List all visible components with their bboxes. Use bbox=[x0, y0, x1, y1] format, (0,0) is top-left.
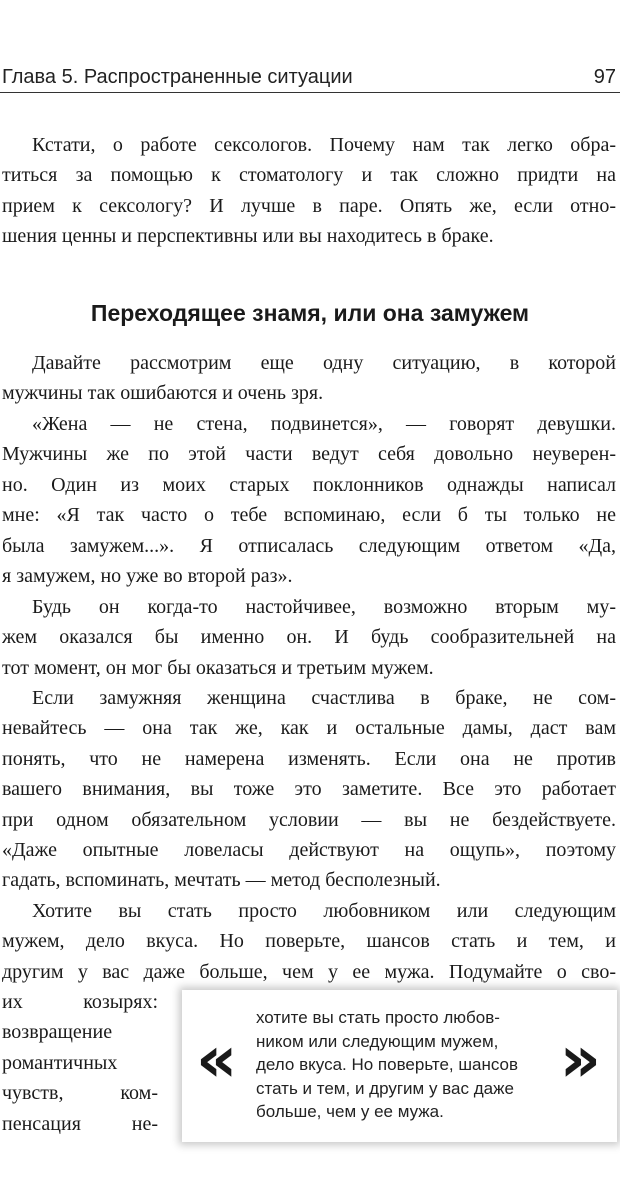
text-line: пенсация не- bbox=[2, 1112, 158, 1135]
text-line: Давайте рассмотрим еще одну ситуацию, в которой bbox=[32, 352, 616, 374]
close-quote-icon: » bbox=[559, 1023, 601, 1097]
quote-line: ником или следующим мужем, bbox=[256, 1031, 499, 1051]
text-line: «Жена — не стена, подвинется», — говорят девушки. bbox=[32, 413, 616, 435]
text-line: невайтесь — она так же, как и остальные дамы, даст вам bbox=[2, 717, 616, 740]
text-line: прием к сексологу? И лучше в паре. Опять же, если отно- bbox=[2, 194, 616, 217]
quote-line: дело вкуса. Но поверьте, шансов bbox=[256, 1055, 519, 1074]
text-line: Если замужняя женщина счастлива в браке, не сом- bbox=[32, 687, 616, 709]
text-line: Мужчины же по этой части ведут себя довольно неуверен- bbox=[2, 443, 616, 466]
chapter-title: Глава 5. Распространенные ситуации bbox=[2, 66, 353, 88]
text-line: но. Один из моих старых поклонников однажды написал bbox=[2, 473, 616, 496]
paragraph-6-wrap-column bbox=[2, 987, 158, 1139]
text-line: мужем, дело вкуса. Но поверьте, шансов стать и тем, и bbox=[2, 930, 616, 953]
header-rule bbox=[0, 92, 620, 93]
text-line: гадать, вспоминать, мечтать — метод бесполезный. bbox=[2, 869, 441, 892]
text-line: Кстати, о работе сексологов. Почему нам так легко обра- bbox=[32, 134, 616, 156]
text-line: Будь он когда-то настойчивее, возможно вторым му- bbox=[32, 596, 616, 618]
paragraph-1 bbox=[2, 130, 616, 252]
paragraph-6 bbox=[2, 896, 616, 987]
text-line: другим у вас даже больше, чем у ее мужа. Подумайте о сво- bbox=[2, 960, 616, 983]
text-line: романтичных bbox=[2, 1051, 118, 1074]
paragraph-4 bbox=[2, 592, 616, 683]
quote-line: хотите вы стать просто любов- bbox=[256, 1008, 500, 1027]
quote-line: больше, чем у ее мужа. bbox=[256, 1102, 444, 1121]
text-line: титься за помощью к стоматологу и так сложно придти на bbox=[2, 164, 616, 187]
text-line: жем оказался бы именно он. И будь сообразительней на bbox=[2, 626, 616, 649]
paragraph-2 bbox=[2, 348, 616, 409]
text-line: при одном обязательном условии — вы не бездействуете. bbox=[2, 808, 616, 831]
text-line: их козырях: bbox=[2, 991, 158, 1013]
quote-line: стать и тем, и другим у вас даже bbox=[256, 1078, 514, 1098]
pull-quote-box bbox=[182, 990, 617, 1142]
pull-quote-text bbox=[256, 1006, 546, 1124]
section-heading: Переходящее знамя, или она замужем bbox=[90, 300, 530, 326]
text-line: я замужем, но уже во второй раз». bbox=[2, 564, 293, 587]
text-line: была замужем...». Я отписалась следующим ответом «Да, bbox=[2, 534, 616, 557]
open-quote-icon: « bbox=[196, 1023, 238, 1097]
text-line: Хотите вы стать просто любовником или следующим bbox=[32, 900, 616, 922]
text-line: шения ценны и перспективны или вы находитесь в браке. bbox=[2, 225, 494, 248]
page-number: 97 bbox=[593, 66, 616, 88]
text-line: мне: «Я так часто о тебе вспоминаю, если б ты только не bbox=[2, 504, 616, 527]
text-line: «Даже опытные ловеласы действуют на ощупь», поэтому bbox=[2, 838, 616, 861]
running-header bbox=[0, 62, 620, 94]
text-line: понять, что не намерена изменять. Если она не против bbox=[2, 747, 616, 770]
text-line: мужчины так ошибаются и очень зря. bbox=[2, 382, 324, 405]
text-line: тот момент, он мог бы оказаться и третьим мужем. bbox=[2, 656, 434, 679]
text-line: чувств, ком- bbox=[2, 1082, 158, 1105]
paragraph-5 bbox=[2, 683, 616, 896]
text-line: возвращение bbox=[2, 1021, 113, 1044]
paragraph-3 bbox=[2, 409, 616, 591]
text-line: вашего внимания, вы тоже это заметите. Все это работает bbox=[2, 778, 616, 801]
